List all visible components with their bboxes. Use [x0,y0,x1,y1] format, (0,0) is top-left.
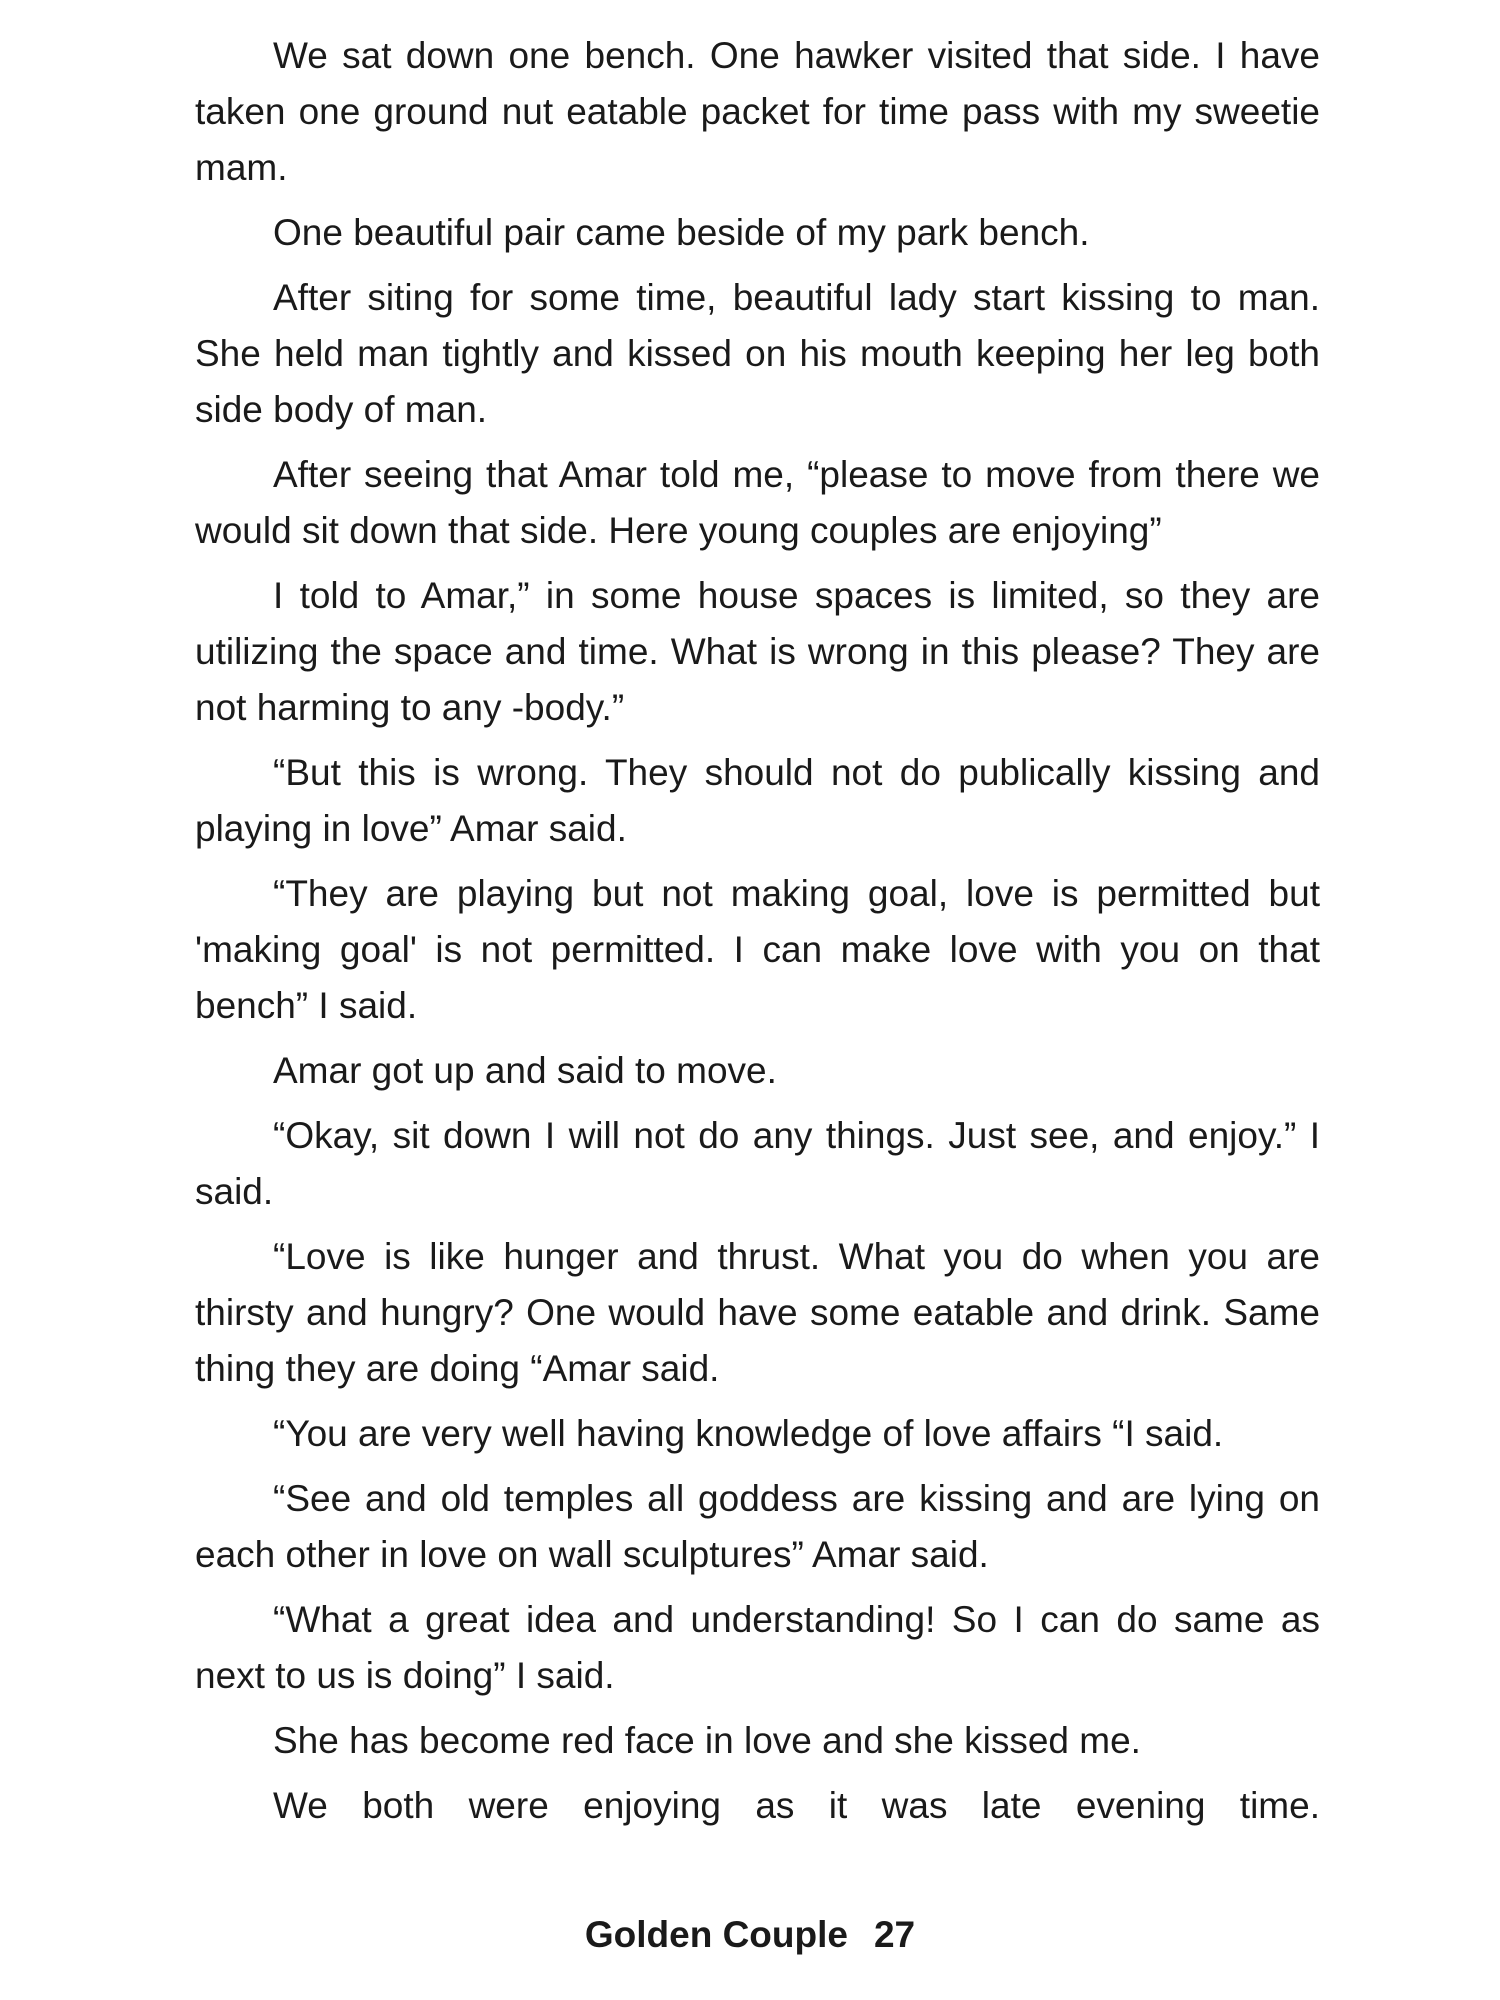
body-text [195,28,1320,1843]
page-footer [0,1914,1500,1956]
paragraph: “What a great idea and understanding! So I can do same as next to us is doing” I said. [195,1599,1320,1696]
paragraph: We sat down one bench. One hawker visited that side. I have taken one ground nut eatable packet for time pass with my sweetie mam. [195,35,1320,188]
book-title: Golden Couple [584,1914,848,1955]
paragraph: “See and old temples all goddess are kissing and are lying on each other in love on wall sculptures” Amar said. [195,1478,1320,1575]
page-number: 27 [873,1914,916,1955]
paragraph: I told to Amar,” in some house spaces is limited, so they are utilizing the space and time. What is wrong in this please? They are not harming to any -body.” [195,575,1320,728]
paragraph: She has become red face in love and she kissed me. [273,1720,1141,1761]
paragraph: “But this is wrong. They should not do publically kissing and playing in love” Amar said. [195,752,1320,849]
paragraph: After siting for some time, beautiful lady start kissing to man. She held man tightly and kissed on his mouth keeping her leg both side body of man. [195,277,1320,430]
paragraph: “You are very well having knowledge of love affairs “I said. [273,1413,1224,1454]
paragraph: We both were enjoying as it was late evening time. [273,1785,1320,1826]
paragraph: One beautiful pair came beside of my park bench. [273,212,1090,253]
paragraph: Amar got up and said to move. [273,1050,777,1091]
paragraph: After seeing that Amar told me, “please to move from there we would sit down that side. Here young couples are enjoying” [195,454,1320,551]
paragraph: “They are playing but not making goal, love is permitted but 'making goal' is not permitted. I can make love with you on that bench” I said. [195,873,1320,1026]
paragraph: “Love is like hunger and thrust. What you do when you are thirsty and hungry? One would have some eatable and drink. Same thing they are doing “Amar said. [195,1236,1320,1389]
paragraph: “Okay, sit down I will not do any things. Just see, and enjoy.” I said. [195,1115,1320,1212]
